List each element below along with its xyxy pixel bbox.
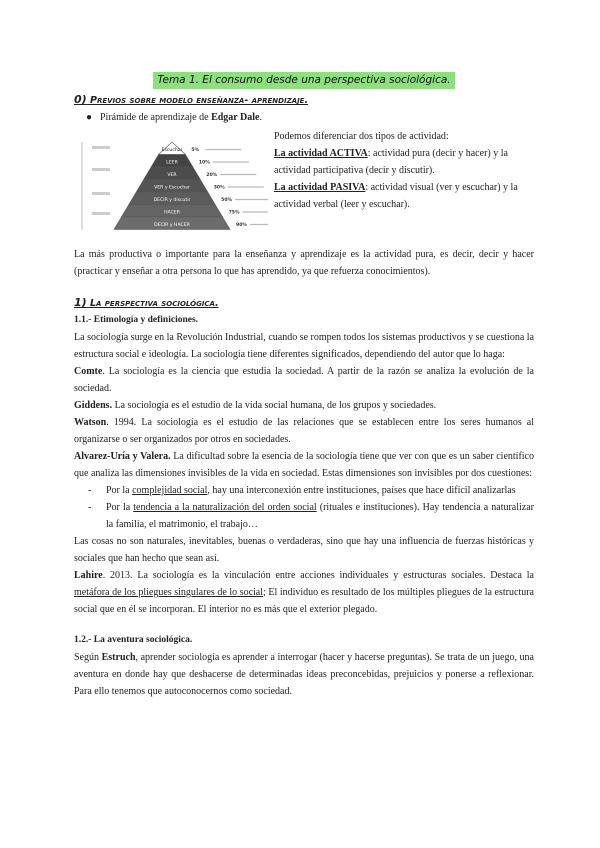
pyramid-side-label [92, 168, 110, 171]
pasiva-line [274, 179, 534, 213]
pyramid-side-label [92, 146, 110, 149]
cosas-paragraph: Las cosas no son naturales, inevitables, buenas o verdaderas, sino que hay una influencia de fuerzas históricas y sociales que han hecho que sean así. [74, 536, 534, 564]
subsection-1-2-heading: 1.2.- La aventura sociológica. [74, 635, 193, 645]
watson-paragraph [74, 414, 534, 448]
activa-label: La actividad ACTIVA [274, 148, 368, 159]
dash-marker: - [88, 502, 92, 513]
dash-item-text [106, 482, 534, 499]
pyramid-layer-percent: 5% [191, 148, 200, 153]
estruch-text: , aprender sociología es aprender a interrogar (hacer y hacerse preguntas). Se trata de un juego, una aventura en donde hay que deshacerse de determinadas ideas preconcebidas, prejuicios y ponerse a reflexionar. Para ello tenemos que autoconocernos como sociedad. [74, 652, 534, 697]
estruch-pre: Según [74, 652, 102, 663]
alvarez-name: Alvarez-Uría y Valera. [74, 451, 171, 462]
pyramid-layer-label: HACER [164, 210, 180, 216]
learning-pyramid-figure [74, 128, 268, 238]
lahire-text-2: ; El individuo es resultado de los múltiples pliegues de la estructura social que en él se incorporan. El interior no es más que el exterior plegado. [74, 587, 534, 615]
watson-text: . 1994. La sociología es el estudio de las relaciones que se establecen entre los seres humanos al organizarse o ser organizados por otros en sociedades. [74, 417, 534, 445]
pyramid-side-label [92, 192, 110, 195]
pyramid-layer-percent: 10% [198, 160, 210, 166]
lahire-underlined: metáfora de los pliegues singulares de lo social [74, 587, 264, 598]
dash2-post: (rituales e instituciones). Hay tendencia a naturalizar la familia, el matrimonio, el trabajo… [106, 502, 534, 530]
lahire-text-1: . 2013. La sociología es la vinculación entre acciones individuales y estructuras sociales. Destaca la [102, 570, 534, 581]
section-0-number: 0) [74, 93, 87, 106]
comte-text: . La sociología es la ciencia que estudia la sociedad. A partir de la razón se analiza la evolución de la sociedad. [74, 366, 534, 394]
dash-item-naturalizacion [88, 499, 534, 533]
pyramid-svg [74, 128, 268, 238]
section-1-number: 1) [74, 296, 87, 309]
pyramid-layer-percent: 20% [206, 173, 218, 178]
pyramid-layer-percent: 90% [236, 223, 247, 228]
intro-paragraph: La sociología surge en la Revolución Industrial, cuando se rompen todos los sistemas productivos y se cuestiona la estructura social e ideología. La sociología tiene diferentes significados, dependiendo del autor que lo haga: [74, 332, 534, 360]
activity-types [274, 128, 534, 238]
title-wrap [74, 72, 534, 89]
watson-name: Watson [74, 417, 107, 428]
pyramid-row [74, 128, 534, 238]
pyramid-layer-label: Escuchar [161, 148, 183, 153]
pyramid-side-label [92, 212, 110, 215]
pyramid-bullet [86, 109, 534, 126]
dash1-underlined: complejidad social [132, 485, 208, 496]
pyramid-layer-label: LEER [166, 160, 178, 166]
pasiva-text: : actividad visual (ver y escuchar) y la actividad verbal (leer y escuchar). [274, 182, 518, 210]
pyramid-layer-percent: 30% [213, 185, 225, 191]
productive-paragraph: La más productiva o importante para la enseñanza y aprendizaje es la actividad pura, es decir, decir y hacer (practicar y enseñar a otra persona lo que has aprendido, ya que refuerza conocimientos). [74, 249, 534, 277]
lahire-paragraph [74, 567, 534, 618]
giddens-paragraph [74, 397, 534, 414]
dash-item-complejidad [88, 482, 534, 499]
estruch-paragraph [74, 649, 534, 700]
comte-name: Comte [74, 366, 103, 377]
alvarez-paragraph [74, 448, 534, 482]
lahire-name: Lahire [74, 570, 103, 581]
activa-text: : actividad pura (decir y hacer) y la actividad participativa (decir y discutir). [274, 148, 508, 176]
bullet-suffix: . [259, 112, 262, 123]
section-1-heading [74, 294, 534, 312]
dash2-pre: Por la [106, 502, 134, 513]
pyramid-layer-label: DECIR y discutir [153, 198, 191, 203]
subsection-1-1-heading: 1.1.- Etimología y definiciones. [74, 315, 199, 325]
alvarez-text: La dificultad sobre la esencia de la sociología tiene que ver con que es un saber científico que analiza las dimensiones invisibles de la vida en sociedad. Estas dimensiones son invisibles por dos cuestiones: [74, 451, 534, 479]
section-1-title: La perspectiva sociológica. [90, 298, 219, 309]
pyramid-layer-label: VER y Escuchar [154, 185, 190, 191]
giddens-text: La sociología es el estudio de la vida social humana, de los grupos y sociedades. [112, 400, 437, 411]
estruch-name: Estruch [101, 652, 136, 663]
activa-line [274, 145, 534, 179]
document-page [74, 72, 534, 700]
pyramid-layer-percent: 75% [228, 210, 240, 216]
dash1-post: , hay una interconexión entre instituciones, países que hace difícil analizarlas [207, 485, 516, 496]
document-title: Tema 1. El consumo desde una perspectiva sociológica. [153, 72, 454, 89]
bullet-prefix: Pirámide de aprendizaje de [100, 112, 212, 123]
pyramid-layer-percent: 50% [221, 198, 233, 203]
dash-marker: - [88, 485, 92, 496]
pyramid-layer-label: DECIR y HACER [154, 223, 190, 228]
dash1-pre: Por la [106, 485, 133, 496]
section-0-title: Previos sobre modelo enseñanza- aprendizaje. [90, 95, 309, 106]
comte-paragraph [74, 363, 534, 397]
giddens-name: Giddens. [74, 400, 113, 411]
section-0-heading [74, 91, 534, 109]
bullet-dot-icon: ● [86, 112, 93, 123]
pyramid-layer-label: VER [167, 173, 177, 178]
pasiva-label: La actividad PASIVA [274, 182, 366, 193]
activity-intro: Podemos diferenciar dos tipos de actividad: [274, 131, 449, 142]
bullet-name: Edgar Dale [211, 112, 260, 123]
dash-item-text [106, 499, 534, 533]
dash2-underlined: tendencia a la naturalización del orden social [133, 502, 317, 513]
